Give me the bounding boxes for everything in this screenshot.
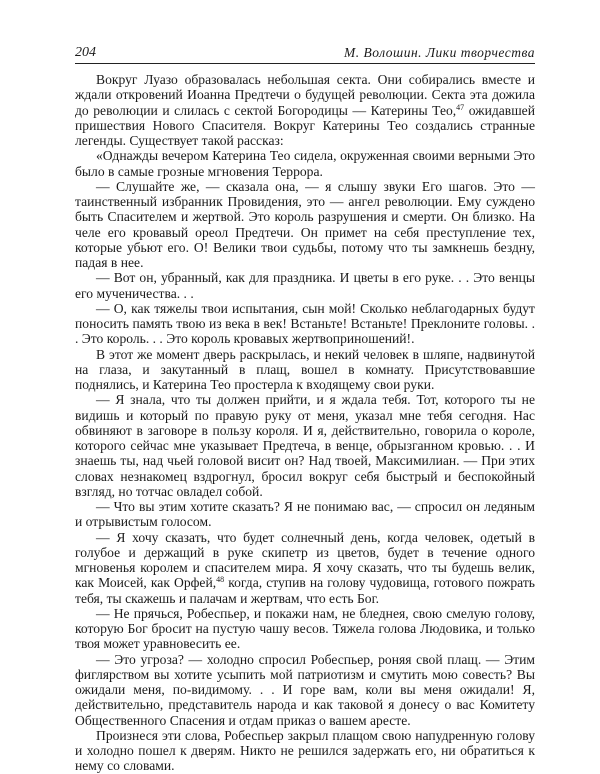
paragraph: Произнеся эти слова, Робеспьер закрыл плащом свою напудренную голову и холодно пошел к дверям. Никто не решился задержать его, ни обратиться к нему со словами. [75, 727, 535, 774]
paragraph: «Однажды вечером Катерина Тео сидела, окруженная своими верными Это было в самые грозные мгновения Террора. [75, 148, 535, 179]
paragraph: — Слушайте же, — сказала она, — я слышу звуки Его шагов. Это — таинственный избранник Провидения, это — ангел революции. Ему суждено быть Спасителем и жертвой. Это король разрушения и смерти. Он близко. На челе его кровавый ореол Предтечи. Он примет на себя преступление тех, которые убьют его. О! Велики твои судьбы, потому что ты замкнешь бездну, падая в нее. [75, 178, 535, 270]
paragraph: — Это угроза? — холодно спросил Робеспьер, роняя свой плащ. — Этим фиглярством вы хотите усыпить мой патриотизм и смутить мою совесть? Вы ожидали меня, по-видимому. . . И горе вам, коли вы меня ожидали! Я, действительно, представитель народа и как таковой я донесу о вас Комитету Общественного Спасения и отдам приказ о вашем аресте. [75, 651, 535, 728]
paragraph: — Не прячься, Робеспьер, и покажи нам, не бледнея, свою смелую голову, которую Бог бросит на пустую чашу весов. Тяжела голова Людовика, и только твоя может уравновесить ее. [75, 605, 535, 652]
body-text [75, 72, 535, 774]
paragraph: — Что вы этим хотите сказать? Я не понимаю вас, — спросил он ледяным и отрывистым голосом. [75, 499, 535, 530]
footnote-ref: 47 [456, 102, 465, 112]
paragraph: В этот же момент дверь раскрылась, и некий человек в шляпе, надвинутой на глаза, и закутанный в плащ, вошел в комнату. Присутствовавшие поднялись, и Катерина Тео простерла к входящему свои руки. [75, 346, 535, 392]
footnote-ref: 48 [216, 575, 225, 585]
page-number: 204 [75, 45, 96, 60]
header-rule [75, 63, 535, 64]
page-header [75, 45, 535, 61]
running-title: М. Волошин. Лики творчества [344, 45, 535, 60]
paragraph: — Я хочу сказать, что будет солнечный день, когда человек, одетый в голубое и держащий в руке скипетр из цветов, будет в течение одного мгновенья королем и спасителем мира. Я хочу сказать, что ты будешь велик, как Моисей, как Орфей,$^{48}$ когда, ступив на голову чудовища, готового пожрать тебя, ты скажешь и палачам и жертвам, что есть Бог. [75, 529, 535, 606]
paragraph: — Я знала, что ты должен прийти, и я ждала тебя. Тот, которого ты не видишь и который по правую руку от меня, указал мне тебя сегодня. Нас обвиняют в заговоре в пользу короля. И я, действительно, говорила о короле, которого сейчас мне указывает Предтеча, в венце, обрызганном кровью. . . И знаешь ты, над чьей головой висит он? Над твоей, Максимилиан. — При этих словах незнакомец вздрогнул, бросил вокруг себя быстрый и беспокойный взгляд, но тотчас овладел собой. [75, 392, 535, 499]
paragraph: — Вот он, убранный, как для праздника. И цветы в его руке. . . Это венцы его мученичества. . . [75, 270, 535, 301]
paragraph: Вокруг Луазо образовалась небольшая секта. Они собирались вместе и ждали откровений Иоанна Предтечи о будущей революции. Секта эта дожила до революции и слилась с сектой Богородицы — Катерины Тео,$^{47}$ ожидавшей пришествия Нового Спасителя. Вокруг Катерины Тео создались странные легенды. Существует такой рассказ: [75, 72, 535, 148]
paragraph: — О, как тяжелы твои испытания, сын мой! Сколько неблагодарных будут поносить память твою из века в век! Встаньте! Встаньте! Преклоните головы. . . Это король. . . Это король кровавых жертвоприношений!. [75, 300, 535, 347]
